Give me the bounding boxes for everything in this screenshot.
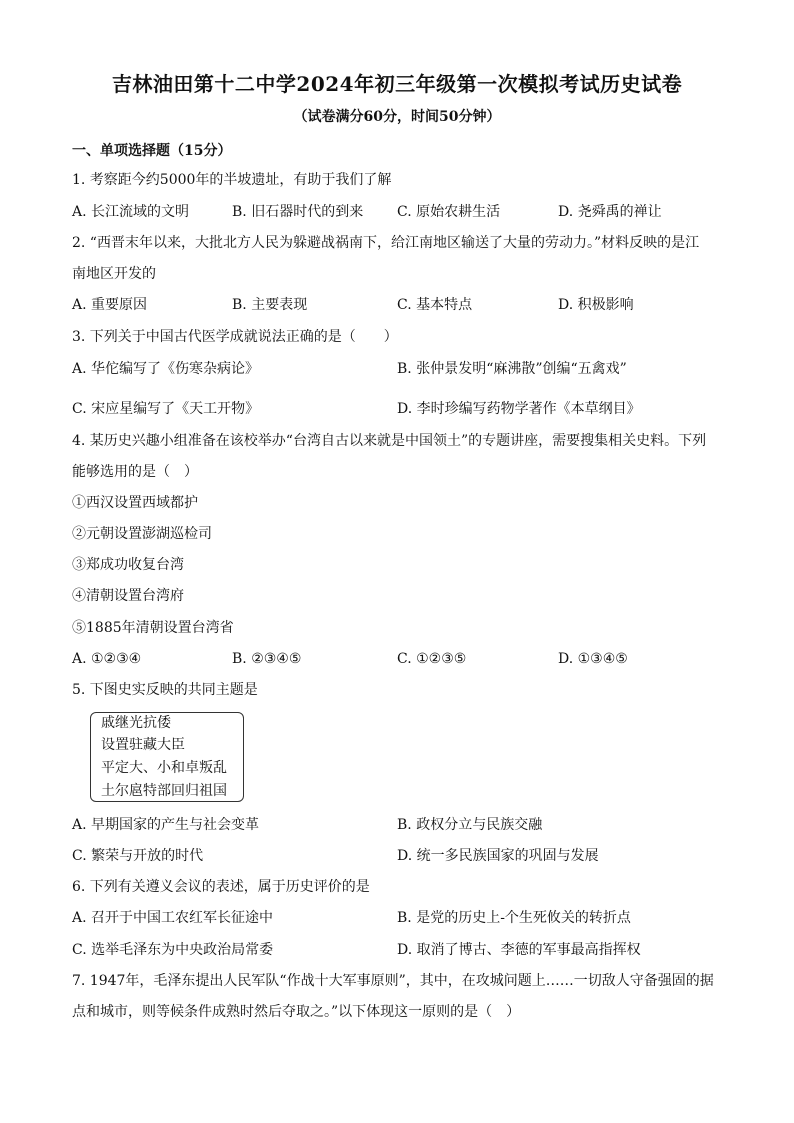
q6-option-d: D. 取消了博古、李德的军事最高指挥权 — [397, 942, 641, 958]
q1-option-b: B. 旧石器时代的到来 — [232, 204, 364, 220]
q4-item: ①西汉设置西域都护 — [72, 495, 198, 511]
q4-option-a: A. ①②③④ — [72, 651, 142, 667]
q4-item: ③郑成功收复台湾 — [72, 557, 184, 573]
question-3-stem: 3. 下列关于中国古代医学成就说法正确的是（ ） — [72, 329, 398, 345]
q5-option-d: D. 统一多民族国家的巩固与发展 — [397, 848, 599, 864]
q3-option-a: A. 华佗编写了《伤寒杂病论》 — [72, 361, 260, 377]
q5-option-c: C. 繁荣与开放的时代 — [72, 848, 204, 864]
question-5-stem: 5. 下图史实反映的共同主题是 — [72, 682, 258, 698]
q4-item: ④清朝设置台湾府 — [72, 588, 184, 604]
q4-item: ⑤1885年清朝设置台湾省 — [72, 620, 234, 636]
q6-option-a: A. 召开于中国工农红军长征途中 — [72, 910, 274, 926]
history-facts-box — [90, 712, 244, 802]
q3-option-d: D. 李时珍编写药物学著作《本草纲目》 — [397, 401, 641, 417]
q4-item: ②元朝设置澎湖巡检司 — [72, 526, 212, 542]
q4-option-b: B. ②③④⑤ — [232, 651, 302, 667]
question-7-stem-line1: 7. 1947年，毛泽东提出人民军队“作战十大军事原则”，其中，在攻城问题上……一切敌人守备强固的据 — [72, 973, 714, 989]
q2-option-d: D. 积极影响 — [558, 297, 634, 313]
q4-option-c: C. ①②③⑤ — [397, 651, 467, 667]
question-6-stem: 6. 下列有关遵义会议的表述，属于历史评价的是 — [72, 879, 370, 895]
q1-option-a: A. 长江流域的文明 — [72, 204, 190, 220]
question-4-stem-line2: 能够选用的是（ ） — [72, 464, 198, 480]
q2-option-a: A. 重要原因 — [72, 297, 148, 313]
q6-option-b: B. 是党的历史上-个生死攸关的转折点 — [397, 910, 631, 926]
exam-subtitle: （试卷满分60分，时间50分钟） — [293, 109, 501, 125]
q3-option-c: C. 宋应星编写了《天工开物》 — [72, 401, 260, 417]
q2-option-c: C. 基本特点 — [397, 297, 473, 313]
box-item: 土尔扈特部回归祖国 — [101, 783, 227, 799]
box-item: 戚继光抗倭 — [101, 715, 171, 731]
question-2-stem-line1: 2. “西晋末年以来，大批北方人民为躲避战祸南下，给江南地区输送了大量的劳动力。”材料反映的是江 — [72, 235, 700, 251]
question-7-stem-line2: 点和城市，则等候条件成熟时然后夺取之。”以下体现这一原则的是（ ） — [72, 1004, 521, 1020]
q1-option-c: C. 原始农耕生活 — [397, 204, 501, 220]
question-2-stem-line2: 南地区开发的 — [72, 266, 156, 282]
section-heading: 一、单项选择题（15分） — [72, 143, 232, 159]
question-1-stem: 1. 考察距今约5000年的半坡遗址，有助于我们了解 — [72, 172, 392, 188]
q5-option-b: B. 政权分立与民族交融 — [397, 817, 543, 833]
q1-option-d: D. 尧舜禹的禅让 — [558, 204, 662, 220]
box-item: 平定大、小和卓叛乱 — [101, 760, 227, 776]
question-4-stem-line1: 4. 某历史兴趣小组准备在该校举办“台湾自古以来就是中国领土”的专题讲座，需要搜集相关史料。下列 — [72, 433, 707, 449]
q5-option-a: A. 早期国家的产生与社会变革 — [72, 817, 260, 833]
exam-title: 吉林油田第十二中学2024年初三年级第一次模拟考试历史试卷 — [111, 72, 683, 96]
q3-option-b: B. 张仲景发明“麻沸散”创编“五禽戏” — [397, 361, 627, 377]
q6-option-c: C. 选举毛泽东为中央政治局常委 — [72, 942, 274, 958]
q2-option-b: B. 主要表现 — [232, 297, 308, 313]
box-item: 设置驻藏大臣 — [101, 737, 185, 753]
q4-option-d: D. ①③④⑤ — [558, 651, 628, 667]
